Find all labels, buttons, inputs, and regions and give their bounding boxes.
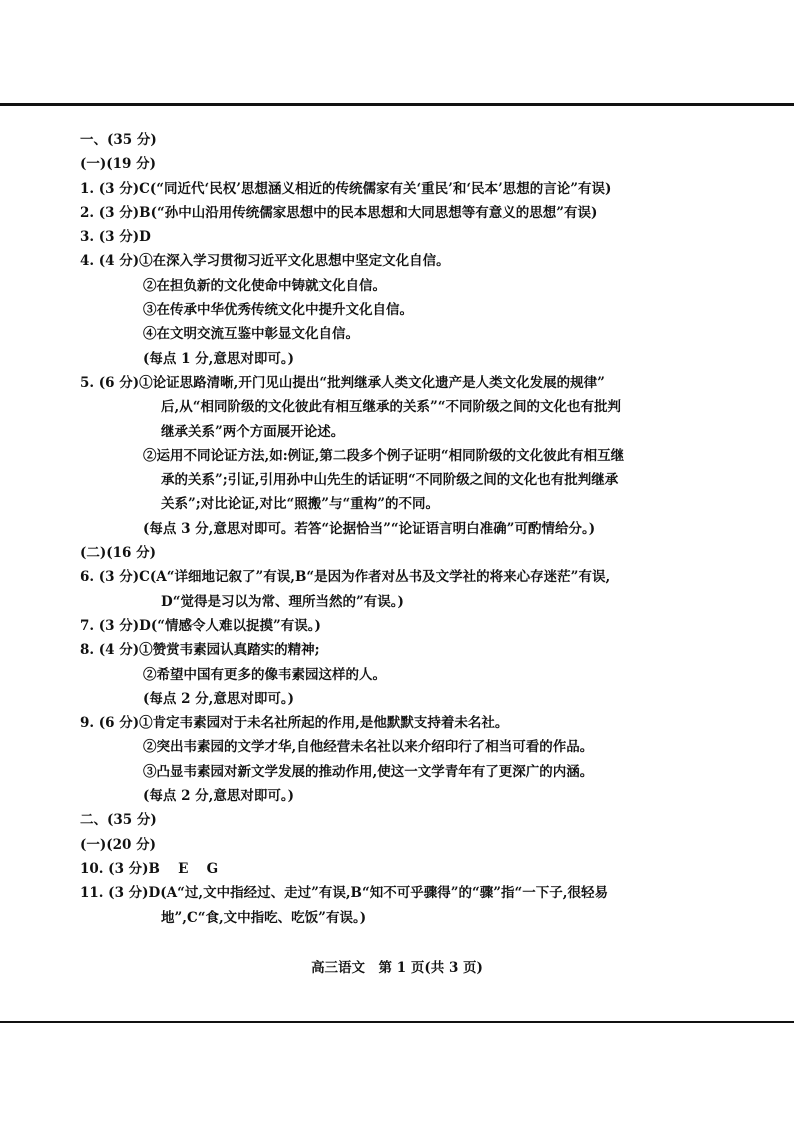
page-footer: 高三语文 第 1 页(共 3 页) xyxy=(311,960,483,976)
answer-line: ③凸显韦素园对新文学发展的推动作用,使这一文学青年有了更深广的内涵。 xyxy=(143,763,594,780)
answer-line: 11. (3 分)D(A“过,文中指经过、走过”有误,B“知不可乎骤得”的“骤”指“一下子,很轻易 xyxy=(80,885,608,902)
answer-line: 后,从“相同阶级的文化彼此有相互继承的关系”“不同阶级之间的文化也有批判 xyxy=(161,399,621,416)
top-rule xyxy=(0,103,794,106)
answer-line: 承的关系”;引证,引用孙中山先生的话证明“不同阶级之间的文化也有批判继承 xyxy=(161,472,619,489)
answer-line: ②在担负新的文化使命中铸就文化自信。 xyxy=(143,277,386,294)
answer-line: (一)(20 分) xyxy=(80,836,157,853)
answer-line: (一)(19 分) xyxy=(80,156,157,173)
answer-line: (每点 1 分,意思对即可。) xyxy=(143,350,295,367)
answer-line: 继承关系”两个方面展开论述。 xyxy=(161,423,345,440)
answer-line: D“觉得是习以为常、理所当然的”有误。) xyxy=(161,593,404,610)
answer-line: 7. (3 分)D(“情感令人难以捉摸”有误。) xyxy=(80,617,321,634)
answer-line: 地”,C“食,文中指吃、吃饭”有误。) xyxy=(161,909,367,926)
answer-line: 9. (6 分)①肯定韦素园对于未名社所起的作用,是他默默支持着未名社。 xyxy=(80,715,509,732)
answer-line: 2. (3 分)B(“孙中山沿用传统儒家思想中的民本思想和大同思想等有意义的思想”有误) xyxy=(80,204,598,221)
answer-line: ④在文明交流互鉴中彰显文化自信。 xyxy=(143,326,359,343)
answer-line: 二、(35 分) xyxy=(80,812,157,829)
answer-line: ②希望中国有更多的像韦素园这样的人。 xyxy=(143,666,386,683)
bottom-rule xyxy=(0,1021,794,1023)
answer-line: 6. (3 分)C(A“详细地记叙了”有误,B“是因为作者对丛书及文学社的将来心存迷茫”有误, xyxy=(80,569,611,586)
answer-line: (二)(16 分) xyxy=(80,545,157,562)
answer-line: 5. (6 分)①论证思路清晰,开门见山提出“批判继承人类文化遗产是人类文化发展的规律” xyxy=(80,374,605,391)
answer-line: ③在传承中华优秀传统文化中提升文化自信。 xyxy=(143,302,413,319)
answer-line: 10. (3 分)B E G xyxy=(80,860,219,877)
answer-line: 8. (4 分)①赞赏韦素园认真踏实的精神; xyxy=(80,642,320,659)
answer-line: 关系”;对比论证,对比“照搬”与“重构”的不同。 xyxy=(161,496,440,513)
answer-key-body xyxy=(80,128,760,930)
answer-line: (每点 3 分,意思对即可。若答“论据恰当”“论证语言明白准确”可酌情给分。) xyxy=(143,520,596,537)
answer-line: (每点 2 分,意思对即可。) xyxy=(143,690,295,707)
answer-line: 4. (4 分)①在深入学习贯彻习近平文化思想中坚定文化自信。 xyxy=(80,253,450,270)
answer-line: 1. (3 分)C(“同近代‘民权’思想涵义相近的传统儒家有关‘重民’和‘民本’思想的言论”有误) xyxy=(80,180,612,197)
answer-line: ②运用不同论证方法,如:例证,第二段多个例子证明“相同阶级的文化彼此有相互继 xyxy=(143,447,625,464)
answer-line: 一、(35 分) xyxy=(80,132,157,148)
answer-line: ②突出韦素园的文学才华,自他经营未名社以来介绍印行了相当可看的作品。 xyxy=(143,739,594,756)
answer-line: (每点 2 分,意思对即可。) xyxy=(143,788,295,805)
answer-line: 3. (3 分)D xyxy=(80,229,151,246)
